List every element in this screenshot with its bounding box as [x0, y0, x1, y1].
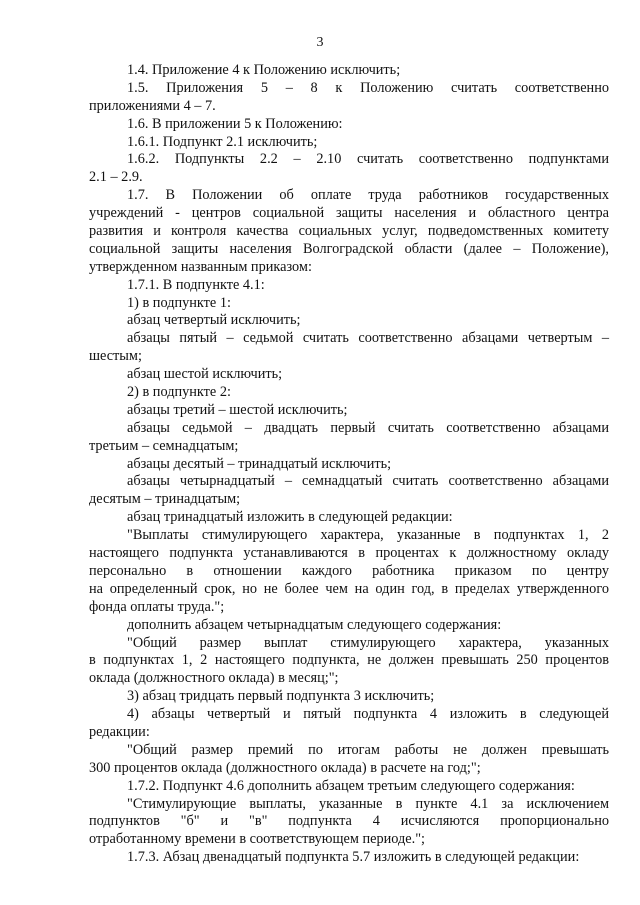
text-line: "Общий размер премий по итогам работы не должен превышать: [127, 741, 609, 758]
text-line: развития и контроля качества социальных услуг, подведомственных комитету: [89, 223, 609, 240]
text-line: на определенный срок, но не более чем на один год, в пределах утвержденного: [89, 580, 609, 597]
text-line: абзацы десятый – тринадцатый исключить;: [127, 455, 392, 472]
text-line: десятым – тринадцатым;: [89, 491, 241, 508]
text-line: "Выплаты стимулирующего характера, указанные в подпунктах 1, 2: [127, 527, 609, 544]
document-body: [89, 62, 609, 867]
text-line: "Стимулирующие выплаты, указанные в пункте 4.1 за исключением: [127, 795, 609, 812]
text-line: дополнить абзацем четырнадцатым следующего содержания:: [127, 616, 502, 633]
text-line: отработанному времени в соответствующем периоде.";: [89, 831, 425, 848]
text-line: шестым;: [89, 348, 142, 365]
text-line: в подпунктах 1, 2 настоящего подпункта, не должен превышать 250 процентов: [89, 652, 609, 669]
text-line: 1.7. В Положении об оплате труда работников государственных: [127, 187, 609, 204]
text-line: редакции:: [89, 723, 150, 740]
text-line: утвержденном названным приказом:: [89, 258, 312, 275]
text-line: 1) в подпункте 1:: [127, 294, 231, 311]
text-line: учреждений - центров социальной защиты населения и областного центра: [89, 205, 609, 222]
text-line: 1.7.1. В подпункте 4.1:: [127, 276, 265, 293]
text-line: подпунктов "б" и "в" подпункта 4 исчисляются пропорционально: [89, 813, 609, 830]
text-line: абзац тринадцатый изложить в следующей редакции:: [127, 509, 453, 526]
text-line: "Общий размер выплат стимулирующего характера, указанных: [127, 634, 609, 651]
text-line: третьим – семнадцатым;: [89, 437, 239, 454]
text-line: абзацы седьмой – двадцать первый считать соответственно абзацами: [127, 419, 609, 436]
text-line: социальной защиты населения Волгоградской области (далее – Положение),: [89, 240, 609, 257]
text-line: абзацы третий – шестой исключить;: [127, 401, 348, 418]
text-line: 1.4. Приложение 4 к Положению исключить;: [127, 62, 401, 78]
text-line: абзацы пятый – седьмой считать соответственно абзацами четвертым –: [127, 330, 609, 347]
text-line: 1.6. В приложении 5 к Положению:: [127, 115, 343, 132]
text-line: 1.5. Приложения 5 – 8 к Положению считать соответственно: [127, 79, 609, 96]
text-line: абзац шестой исключить;: [127, 366, 283, 383]
text-line: абзацы четырнадцатый – семнадцатый считать соответственно абзацами: [127, 473, 609, 490]
text-line: настоящего подпункта устанавливаются в процентах к должностному окладу: [89, 545, 609, 562]
text-line: оклада (должностного оклада) в месяц;";: [89, 670, 339, 687]
text-line: 1.6.2. Подпункты 2.2 – 2.10 считать соответственно подпунктами: [127, 151, 609, 168]
page-number: 3: [316, 35, 324, 50]
text-line: 3) абзац тридцать первый подпункта 3 исключить;: [127, 688, 435, 705]
text-line: 300 процентов оклада (должностного оклада) в расчете на год;";: [89, 759, 481, 776]
text-line: 2.1 – 2.9.: [89, 169, 143, 186]
text-line: 4) абзацы четвертый и пятый подпункта 4 изложить в следующей: [127, 706, 609, 723]
text-line: 1.7.3. Абзац двенадцатый подпункта 5.7 изложить в следующей редакции:: [127, 849, 580, 866]
text-line: фонда оплаты труда.";: [89, 598, 225, 615]
text-line: 1.6.1. Подпункт 2.1 исключить;: [127, 133, 318, 150]
text-line: приложениями 4 – 7.: [89, 97, 216, 114]
text-line: 2) в подпункте 2:: [127, 384, 231, 401]
text-line: персонально в отношении каждого работника приказом по центру: [89, 562, 609, 579]
text-line: 1.7.2. Подпункт 4.6 дополнить абзацем третьим следующего содержания:: [127, 777, 575, 794]
text-line: абзац четвертый исключить;: [127, 312, 301, 329]
